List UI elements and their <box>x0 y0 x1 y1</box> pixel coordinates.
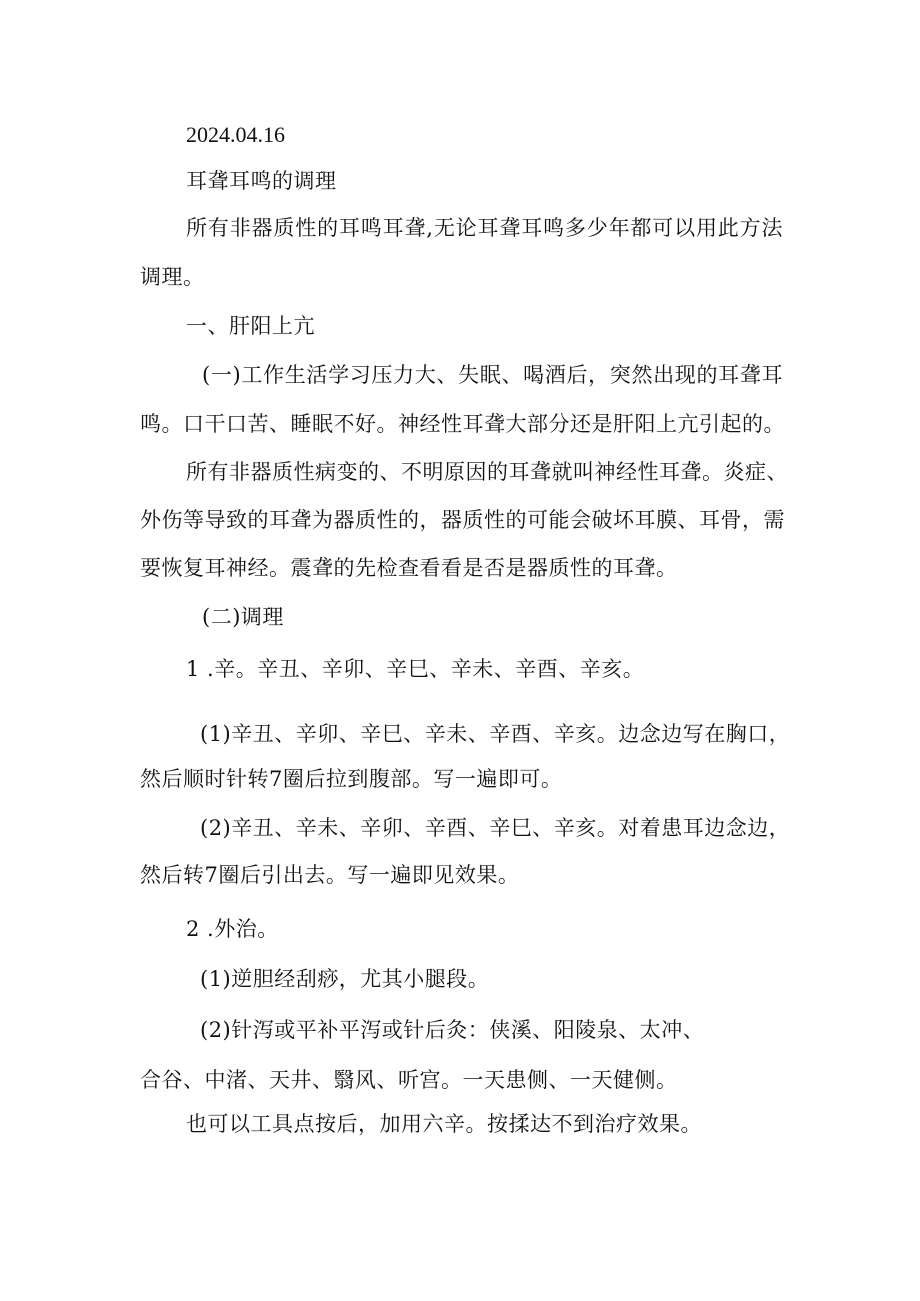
sub-2-heading: (二)调理 <box>202 605 284 629</box>
para-2-line-1: 所有非器质性病变的、不明原因的耳聋就叫神经性耳聋。炎症、 <box>186 460 788 484</box>
item-1-1-line-1: (1)辛丑、辛卯、辛巳、辛未、辛酉、辛亥。边念边写在胸口， <box>200 722 791 746</box>
document-title: 耳聋耳鸣的调理 <box>186 169 337 193</box>
para-2-line-3: 要恢复耳神经。震聋的先检查看看是否是器质性的耳聋。 <box>140 556 678 580</box>
item-1-2-line-1: (2)辛丑、辛未、辛卯、辛酉、辛巳、辛亥。对着患耳边念边， <box>200 816 791 840</box>
intro-line-1: 所有非器质性的耳鸣耳聋,无论耳聋耳鸣多少年都可以用此方法 <box>186 216 783 240</box>
section-1-heading: 一、肝阳上亢 <box>186 314 315 338</box>
document-date: 2024.04.16 <box>186 122 285 147</box>
item-2-2-line-2: 合谷、中渚、天井、翳风、听宫。一天患侧、一天健侧。 <box>140 1068 678 1092</box>
item-2-2-line-1: (2)针泻或平补平泻或针后灸：侠溪、阳陵泉、太冲、 <box>200 1018 705 1042</box>
item-1-2-line-2: 然后转7圈后引出去。写一遍即见效果。 <box>140 863 520 887</box>
sub-1-line-2: 鸣。口干口苦、睡眠不好。神经性耳聋大部分还是肝阳上亢引起的。 <box>140 412 785 436</box>
item-2-1: (1)逆胆经刮痧，尤其小腿段。 <box>200 967 490 991</box>
closing-line: 也可以工具点按后，加用六辛。按揉达不到治疗效果。 <box>186 1112 702 1136</box>
item-2-heading: 2 .外治。 <box>186 917 279 941</box>
sub-1-line-1: (一)工作生活学习压力大、失眠、喝酒后，突然出现的耳聋耳 <box>202 363 783 387</box>
intro-line-2: 调理。 <box>140 265 205 289</box>
item-1-heading: 1 .辛。辛丑、辛卯、辛巳、辛未、辛酉、辛亥。 <box>186 657 645 681</box>
para-2-line-2: 外伤等导致的耳聋为器质性的，器质性的可能会破坏耳膜、耳骨，需 <box>140 508 785 532</box>
item-1-1-line-2: 然后顺时针转7圈后拉到腹部。写一遍即可。 <box>140 767 563 791</box>
